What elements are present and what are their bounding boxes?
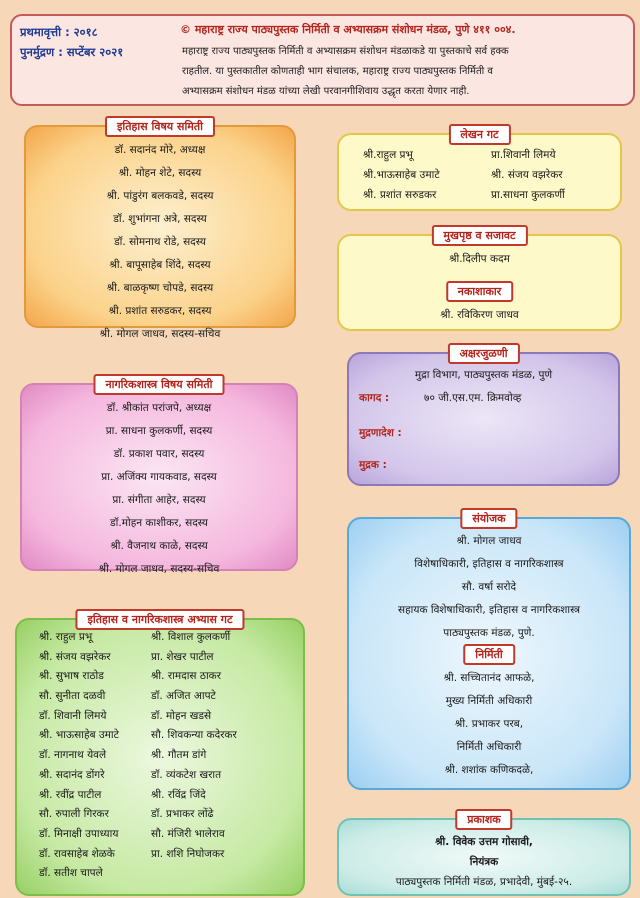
member: डॉ. मोहन खडसे: [151, 709, 212, 722]
member: श्री. वैजनाथ काळे, सदस्य: [110, 540, 208, 552]
coordinator-line: सहायक विशेषाधिकारी, इतिहास व नागरिकशास्त्र: [397, 604, 581, 616]
writing-team-title: लेखन गट: [448, 124, 510, 145]
member: श्री. संजय वझरेकर: [39, 650, 111, 663]
study-group-row: [17, 786, 303, 806]
production-line: श्री. प्रभाकर परब,: [454, 718, 524, 730]
study-group-row: [17, 726, 303, 746]
member: श्री. रवींद्र पाटील: [39, 788, 102, 801]
map-maker-line: [339, 304, 620, 327]
member: प्रा.साधना कुलकर्णी: [491, 189, 565, 201]
production-line: मुख्य निर्मिती अधिकारी: [445, 695, 533, 707]
member: डॉ. शुभांगना अत्रे, सदस्य: [113, 213, 207, 225]
paper-label: कागद :: [359, 392, 390, 404]
print-order-label: मुद्रणादेश :: [359, 427, 402, 439]
study-group-members: [17, 628, 303, 884]
member: डॉ. शिवानी लिमये: [39, 709, 107, 722]
member: प्रा. शेखर पाटील: [151, 650, 214, 663]
copyright-notice: [182, 42, 630, 102]
publisher-address: पाठ्यपुस्तक निर्मिती मंडळ, प्रभादेवी, मुंबई-२५.: [395, 876, 573, 888]
member: डॉ. अजित आपटे: [151, 690, 216, 703]
paper-value: ७० जी.एस.एम. क्रिमवोव्ह: [424, 392, 522, 404]
member: डॉ. प्रभाकर लोंढे: [151, 808, 214, 821]
member: डॉ. व्यंकटेश खरात: [151, 768, 222, 781]
member: श्री. प्रशांत सरुडकर, सदस्य: [108, 305, 212, 317]
member: श्री. विशाल कुलकर्णी: [151, 631, 231, 643]
writing-team-panel: [337, 128, 622, 211]
cover-design-title: मुखपृष्ठ व सजावट: [431, 225, 527, 246]
cover-design-panel: [337, 229, 622, 331]
map-maker-title: नकाशाकार: [446, 281, 514, 302]
study-group-row: [17, 864, 303, 884]
writing-team-row: [363, 145, 614, 165]
publisher-lines: [339, 832, 629, 892]
study-group-panel: [15, 613, 305, 896]
member: श्री. मोहन शेटे, सदस्य: [118, 167, 202, 179]
member: डॉ. रावसाहेब शेळके: [39, 847, 115, 860]
history-committee-members: [26, 139, 294, 346]
copyright-header: [10, 14, 635, 106]
publisher-title: प्रकाशक: [455, 809, 512, 830]
member: डॉ. सतीश चापले: [39, 867, 103, 880]
member: डॉ. प्रकाश पवार, सदस्य: [113, 448, 205, 460]
member: डॉ. सदानंद मोरे, अध्यक्ष: [114, 144, 206, 156]
member: सौ. शिवकन्या कदेरकर: [151, 729, 237, 742]
member: सौ. सुनीता दळवी: [39, 690, 106, 703]
coordinator-line: सौ. वर्षा सरोदे: [461, 581, 517, 593]
study-group-row: [17, 707, 303, 727]
civics-committee-title: नागरिकशास्त्र विषय समिती: [94, 374, 225, 395]
writing-team-members: [363, 145, 614, 205]
publisher-panel: [337, 813, 631, 896]
printer-label: मुद्रक :: [359, 459, 387, 471]
coordinator-line: पाठ्यपुस्तक मंडळ, पुणे.: [443, 627, 535, 639]
member: डॉ.मोहन काशीकर, सदस्य: [110, 517, 208, 529]
member: सौ. मंजिरी भालेराव: [151, 827, 225, 840]
notice-line: अभ्यासक्रम संशोधन मंडळ यांच्या लेखी परवानगीशिवाय उद्धृत करता येणार नाही.: [182, 86, 470, 97]
member: प्रा.शिवानी लिमये: [491, 149, 556, 161]
civics-committee-members: [22, 397, 296, 581]
member: श्री.भाऊसाहेब उमाटे: [363, 169, 440, 181]
member: श्री. भाऊसाहेब उमाटे: [39, 729, 119, 742]
member: श्री. रामदास ठाकर: [151, 670, 222, 683]
history-committee-panel: [24, 120, 296, 340]
study-group-row: [17, 766, 303, 786]
member: श्री. बाळकृष्ण चोपडे, सदस्य: [106, 282, 214, 294]
production-lines: [349, 667, 629, 782]
member: श्री. पांडुरंग बलकवडे, सदस्य: [106, 190, 214, 202]
study-group-row: [17, 687, 303, 707]
member: श्री. सुभाष राठोड: [39, 670, 104, 683]
study-group-row: [17, 825, 303, 845]
member: प्रा. अजिंक्य गायकवाड, सदस्य: [101, 471, 217, 483]
member: प्रा. संगीता आहेर, सदस्य: [112, 494, 206, 506]
member: श्री. मोगल जाधव, सदस्य-सचिव: [99, 328, 221, 340]
study-group-title: इतिहास व नागरिकशास्त्र अभ्यास गट: [75, 609, 244, 630]
coordinator-line: विशेषाधिकारी, इतिहास व नागरिकशास्त्र: [414, 558, 564, 570]
member: प्रा. साधना कुलकर्णी, सदस्य: [105, 425, 213, 437]
typesetting-line: मुद्रा विभाग, पाठ्यपुस्तक मंडळ, पुणे: [414, 369, 553, 381]
study-group-row: [17, 628, 303, 648]
coordinator-lines: [349, 530, 629, 645]
notice-line: महाराष्ट्र राज्य पाठ्यपुस्तक निर्मिती व अभ्यासक्रम संशोधन मंडळाकडे या पुस्तकाचे सर्व हक्क: [182, 46, 509, 57]
member: श्री. राहुल प्रभू: [39, 631, 93, 643]
member: डॉ. सोमनाथ रोडे, सदस्य: [114, 236, 206, 248]
coordinator-title: संयोजक: [460, 508, 517, 529]
study-group-row: [17, 667, 303, 687]
study-group-row: [17, 648, 303, 668]
member: प्रा. शशि निघोजकर: [151, 847, 225, 860]
production-line: निर्मिती अधिकारी: [456, 741, 522, 753]
civics-committee-panel: [20, 378, 298, 575]
member: श्री. मोगल जाधव, सदस्य-सचिव: [98, 563, 220, 575]
edition-info: [20, 22, 123, 62]
study-group-row: [17, 805, 303, 825]
map-maker: श्री. रविकिरण जाधव: [440, 309, 519, 321]
member: श्री. सदानंद डोंगरे: [39, 768, 105, 781]
coordinator-panel: [347, 512, 631, 790]
typesetting-panel: [347, 347, 620, 486]
member: सौ. रुपाली गिरकर: [39, 808, 109, 821]
member: श्री.राहुल प्रभू: [363, 149, 413, 161]
member: डॉ. श्रीकांत परांजपे, अध्यक्ष: [106, 402, 212, 414]
writing-team-row: [363, 185, 614, 205]
writing-team-row: [363, 165, 614, 185]
production-line: श्री. सच्चितानंद आफळे,: [443, 672, 535, 684]
production-line: श्री. शशांक कणिकदळे,: [444, 764, 534, 776]
cover-designer-line: [339, 248, 620, 271]
member: डॉ. नागनाथ येवले: [39, 749, 107, 762]
history-committee-title: इतिहास विषय समिती: [105, 116, 215, 137]
first-edition: प्रथमावृत्ती : २०१८: [20, 25, 98, 39]
publisher-designation: नियंत्रक: [469, 856, 499, 868]
study-group-row: [17, 746, 303, 766]
typesetting-title: अक्षरजुळणी: [447, 343, 519, 364]
reprint-edition: पुनर्मुद्रण : सप्टेंबर २०२१: [20, 45, 124, 59]
production-title: निर्मिती: [463, 644, 515, 665]
cover-designer: श्री.दिलीप कदम: [449, 253, 510, 265]
coordinator-line: श्री. मोगल जाधव: [456, 535, 522, 547]
publisher-name: श्री. विवेक उत्तम गोसावी,: [435, 836, 533, 848]
member: श्री. रविंद्र जिंदे: [151, 788, 206, 801]
member: श्री. प्रशांत सरुडकर: [363, 189, 437, 201]
member: श्री. बापूसाहेब शिंदे, सदस्य: [109, 259, 211, 271]
study-group-row: [17, 845, 303, 865]
member: श्री. गौतम डांगे: [151, 749, 207, 762]
member: डॉ. मिनाक्षी उपाध्याय: [39, 827, 119, 840]
member: श्री. संजय वझरेकर: [491, 169, 563, 181]
copyright-line: © महाराष्ट्र राज्य पाठ्यपुस्तक निर्मिती व अभ्यासक्रम संशोधन मंडळ, पुणे ४११ ००४.: [180, 23, 516, 36]
notice-line: राहतील. या पुस्तकातील कोणताही भाग संचालक, महाराष्ट्र राज्य पाठ्यपुस्तक निर्मिती व: [182, 66, 493, 77]
member: [137, 864, 151, 884]
